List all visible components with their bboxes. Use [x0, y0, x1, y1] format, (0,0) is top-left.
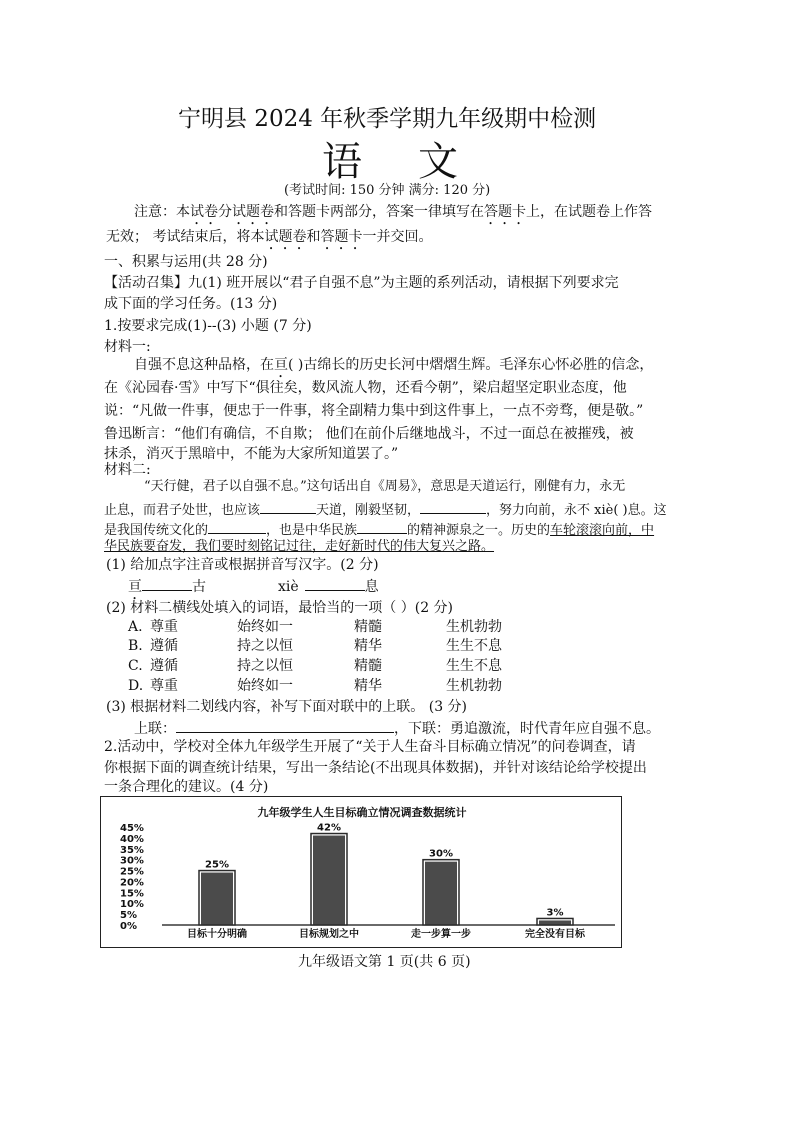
couplet-blank[interactable] — [176, 718, 394, 733]
bar-chart — [100, 796, 622, 948]
notice-text: 上，在试题卷上作答 — [526, 204, 652, 220]
subquestion-1: (1) 给加点字注音或根据拼音写汉字。(2 分) — [106, 557, 379, 573]
option-word: 生机勃勃 — [446, 619, 502, 635]
material-2-line-4: 华民族要奋发，我们要时刻铭记过往，走好新时代的伟大复兴之路。 — [104, 539, 495, 554]
question-2-line-1: 2.活动中，学校对全体九年级学生开展了“关于人生奋斗目标确立情况”的问卷调查，请 — [104, 739, 636, 755]
dotted-char: 亘 — [274, 357, 288, 373]
notice-line-1 — [134, 202, 652, 228]
material-text: ( )古绵长的历史长河中熠熠生辉。毛泽东心怀必胜的信念， — [288, 357, 654, 373]
subquestion-2: (2) 材料二横线处填入的词语，最恰当的一项（ ）(2 分) — [106, 600, 454, 616]
bar-fill — [313, 836, 345, 925]
material-1-line-2: 在《沁园春·雪》中写下“俱往矣，数风流人物，还看今朝”，梁启超坚定职业态度，他 — [104, 380, 627, 396]
chart-title: 九年级学生人生目标确立情况调查数据统计 — [257, 806, 467, 819]
option-letter[interactable]: D. — [128, 678, 144, 694]
bar-fill — [425, 862, 457, 925]
material-text: 的精神源泉之一。历史的 — [407, 523, 551, 538]
y-tick-label: 45% — [120, 823, 144, 834]
option-word: 生生不息 — [446, 658, 502, 674]
material-text: 止息，而君子处世，也应该 — [104, 503, 261, 518]
bar-fill — [539, 920, 571, 925]
bar-fill — [201, 873, 233, 925]
material-2-line-3 — [104, 519, 654, 540]
couplet-text: ，下联：勇追激流，时代青年应自强不息。 — [394, 721, 660, 737]
question-1-heading: 1.按要求完成(1)--(3) 小题 (7 分) — [104, 318, 312, 334]
question-2-line-3: 一条合理化的建议。(4 分) — [104, 779, 269, 795]
option-word: 生机勃勃 — [446, 678, 502, 694]
option-word: 持之以恒 — [237, 658, 293, 674]
activity-line-1: 【活动召集】九(1) 班开展以“君子自强不息”为主题的系列活动，请根据下列要求完 — [104, 275, 619, 291]
option-word: 尊重 — [150, 619, 178, 635]
x-category-label: 走一步算一步 — [411, 929, 471, 940]
bar-value-label: 42% — [317, 822, 341, 834]
bar-value-label: 3% — [546, 907, 564, 919]
x-category-label: 目标规划之中 — [299, 929, 359, 940]
y-tick-label: 30% — [120, 855, 144, 867]
notice-text: 和答题卡两部分，答案一律填写在 — [274, 204, 484, 220]
material-2-line-1: “天行健，君子以自强不息。”这句话出自《周易》，意思是天道运行，刚健有力，永无 — [144, 479, 626, 494]
y-tick-label: 20% — [120, 877, 144, 889]
activity-line-2: 成下面的学习任务。(13 分) — [104, 296, 278, 312]
fill-blank[interactable] — [420, 499, 486, 514]
y-tick-label: 5% — [120, 910, 137, 922]
option-word: 精华 — [354, 678, 382, 694]
material-1-label: 材料一: — [104, 339, 151, 355]
material-2-label: 材料二: — [104, 462, 151, 478]
y-tick-label: 35% — [120, 844, 144, 856]
option-word: 尊重 — [150, 678, 178, 694]
option-word: 始终如一 — [237, 678, 293, 694]
bar-value-label: 25% — [205, 859, 229, 871]
option-letter[interactable]: C. — [128, 658, 143, 674]
notice-dotted: 试题卷 — [232, 204, 274, 220]
subject-char-2: 文 — [418, 139, 458, 185]
notice-dotted: 答题卡 — [320, 229, 363, 245]
couplet-line — [134, 718, 660, 739]
underlined-text: 车轮滚滚向前，中 — [550, 523, 655, 538]
notice-text: 分 — [218, 204, 232, 220]
subject-title — [322, 130, 458, 187]
y-tick-label: 25% — [120, 866, 144, 878]
option-word: 持之以恒 — [237, 638, 293, 654]
option-word: 遵循 — [150, 658, 178, 674]
fill-blank[interactable] — [260, 499, 316, 514]
x-category-label: 目标十分明确 — [187, 929, 247, 940]
notice-line-2 — [106, 227, 432, 253]
fill-blank[interactable] — [357, 519, 407, 534]
option-letter[interactable]: A. — [128, 619, 143, 635]
notice-dotted: 试题卷 — [264, 229, 307, 245]
notice-text: 一并交回。 — [362, 229, 433, 245]
option-word: 精髓 — [354, 619, 382, 635]
subject-char-1: 语 — [322, 139, 362, 185]
fill-blank[interactable] — [208, 519, 266, 534]
material-2-line-2 — [104, 499, 667, 520]
material-text: ，也是中华民族 — [266, 523, 358, 538]
material-1-line-5: 抹杀，消灭于黑暗中，不能为大家所知道罢了。” — [104, 446, 399, 462]
exam-title: 宁明县 2024 年秋季学期九年级期中检测 — [178, 106, 597, 132]
answer-blank[interactable] — [142, 576, 192, 591]
section-heading: 一、积累与运用(共 28 分) — [104, 254, 268, 270]
option-letter[interactable]: B. — [128, 638, 143, 654]
option-word: 精髓 — [354, 658, 382, 674]
y-tick-label: 10% — [120, 899, 144, 911]
material-1-line-4: 鲁迅断言：“他们有确信，不自欺； 他们在前仆后继地战斗，不过一面总在被摧残，被 — [104, 426, 634, 442]
answer-blank[interactable] — [305, 576, 365, 591]
question-2-line-2: 你根据下面的调查统计结果，写出一条结论(不出现具体数据)，并针对该结论给学校提出 — [104, 760, 647, 776]
fill-char: 古 — [192, 579, 206, 595]
dotted-char: 亘 — [128, 579, 142, 595]
option-word: 始终如一 — [237, 619, 293, 635]
notice-text: 和 — [306, 229, 321, 245]
option-word: 生生不息 — [446, 638, 502, 654]
material-text: 天道，刚毅坚韧， — [316, 503, 421, 518]
y-tick-label: 40% — [120, 833, 144, 845]
material-text: 自强不息这种品格，在 — [134, 357, 274, 373]
notice-text: 无效； 考试结束后，将本 — [106, 229, 265, 245]
page-footer: 九年级语文第 1 页(共 6 页) — [298, 954, 471, 970]
bar-value-label: 30% — [429, 848, 453, 860]
x-category-label: 完全没有目标 — [525, 929, 585, 940]
material-1-line-3: 说：“凡做一件事，便忠于一件事，将全副精力集中到这件事上，一点不旁骛，便是敬。” — [104, 403, 644, 419]
y-tick-label: 15% — [120, 888, 144, 900]
subquestion-3: (3) 根据材料二划线内容，补写下面对联中的上联。 (3 分) — [106, 699, 468, 715]
option-word: 精华 — [354, 638, 382, 654]
pinyin: xiè — [278, 579, 299, 595]
notice-dotted: 答题卡 — [484, 204, 526, 220]
exam-info: (考试时间: 150 分钟 满分: 120 分) — [284, 183, 491, 198]
couplet-label: 上联： — [134, 721, 176, 737]
material-text: ，努力向前，永不 xiè( )息。这 — [486, 503, 667, 518]
notice-dotted: 试卷 — [190, 204, 218, 220]
y-tick-label: 0% — [120, 921, 137, 932]
notice-text: 注意：本 — [134, 204, 190, 220]
fill-char: 息 — [364, 579, 379, 595]
option-word: 遵循 — [150, 638, 178, 654]
material-text: 是我国传统文化的 — [104, 523, 209, 538]
